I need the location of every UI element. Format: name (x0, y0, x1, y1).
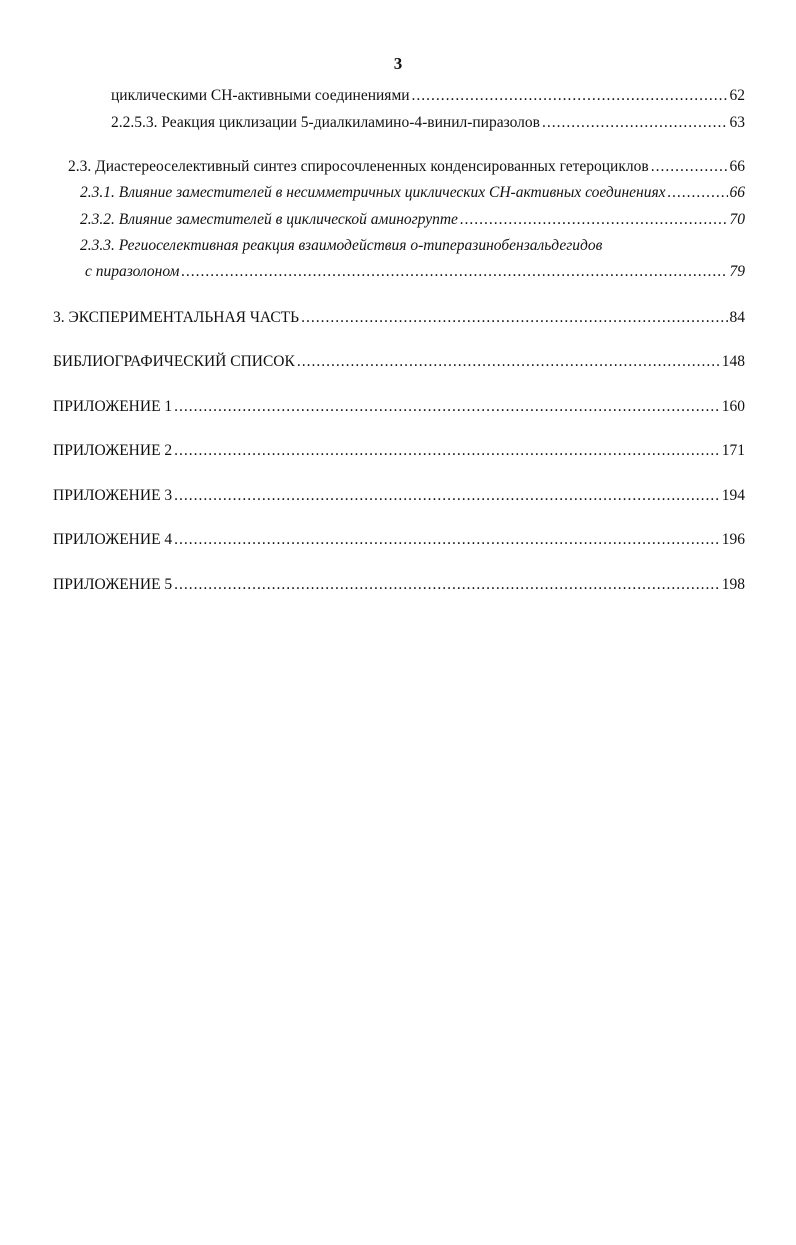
toc-entry-page: 63 (729, 114, 745, 131)
toc-leader-dots (174, 486, 720, 506)
toc-entry-title: ПРИЛОЖЕНИЕ 3 (53, 487, 173, 504)
toc-entry-page: 196 (721, 531, 745, 548)
toc-entry-title: ПРИЛОЖЕНИЕ 5 (53, 576, 173, 593)
toc-entry-page: 79 (729, 263, 745, 280)
toc-leader-dots (174, 575, 720, 595)
toc-entry (53, 397, 745, 417)
toc-leader-dots (668, 183, 728, 203)
toc-entry (53, 308, 745, 328)
toc-leader-dots (460, 210, 728, 230)
toc-leader-dots (301, 308, 727, 328)
toc-leader-dots (297, 352, 720, 372)
toc-entry-title: 2.3.2. Влияние заместителей в циклической аминогрупте (80, 211, 458, 228)
toc-entry-page: 66 (729, 184, 745, 201)
toc-entry (53, 530, 745, 550)
toc-entry-page: 84 (729, 309, 745, 326)
toc-leader-dots (542, 113, 728, 133)
toc-entry (80, 210, 745, 230)
toc-leader-dots (174, 441, 720, 461)
toc-entry-page: 62 (729, 87, 745, 104)
toc-entry-title: БИБЛИОГРАФИЧЕСКИЙ СПИСОК (53, 353, 295, 370)
toc-leader-dots (651, 157, 728, 177)
toc-entry-title: 2.3.1. Влияние заместителей в несимметричных циклических СН-активных соединениях (80, 184, 666, 201)
toc-entry-title: ПРИЛОЖЕНИЕ 4 (53, 531, 173, 548)
toc-entry (80, 183, 745, 203)
toc-entry-title: циклическими СН-активными соединениями (111, 87, 410, 104)
toc-entry-page: 66 (729, 158, 745, 175)
toc-entry-page: 198 (721, 576, 745, 593)
toc-entry-page: 70 (729, 211, 745, 228)
toc-leader-dots (174, 530, 720, 550)
toc-entry (53, 486, 745, 506)
toc-entry (111, 113, 745, 133)
toc-entry (53, 575, 745, 595)
toc-entry (111, 86, 745, 106)
toc-entry-title: ПРИЛОЖЕНИЕ 1 (53, 398, 173, 415)
toc-leader-dots (174, 397, 720, 417)
toc-entry (53, 352, 745, 372)
toc-entry-title: 2.2.5.3. Реакция циклизации 5-диалкиламино-4-винил-пиразолов (111, 114, 540, 131)
toc-entry-page: 194 (721, 487, 745, 504)
toc-entry (53, 441, 745, 461)
toc-entry-page: 160 (721, 398, 745, 415)
toc-entry (85, 262, 745, 282)
toc-leader-dots (412, 86, 728, 106)
toc-entry-title: 2.3. Диастереоселективный синтез спиросочлененных конденсированных гетероциклов (68, 158, 649, 175)
toc-entry-title: 2.3.3. Региоселективная реакция взаимодействия о-типеразинобензальдегидов (80, 237, 603, 254)
toc-entry-title: с пиразолоном (85, 263, 180, 280)
toc-entry (68, 157, 745, 177)
toc-entry-page: 171 (721, 442, 745, 459)
toc-entry-page: 148 (721, 353, 745, 370)
page-number: 3 (393, 54, 403, 73)
toc-leader-dots (181, 262, 727, 282)
toc-entry-title: 3. ЭКСПЕРИМЕНТАЛЬНАЯ ЧАСТЬ (53, 309, 300, 326)
toc-entry-title: ПРИЛОЖЕНИЕ 2 (53, 442, 173, 459)
